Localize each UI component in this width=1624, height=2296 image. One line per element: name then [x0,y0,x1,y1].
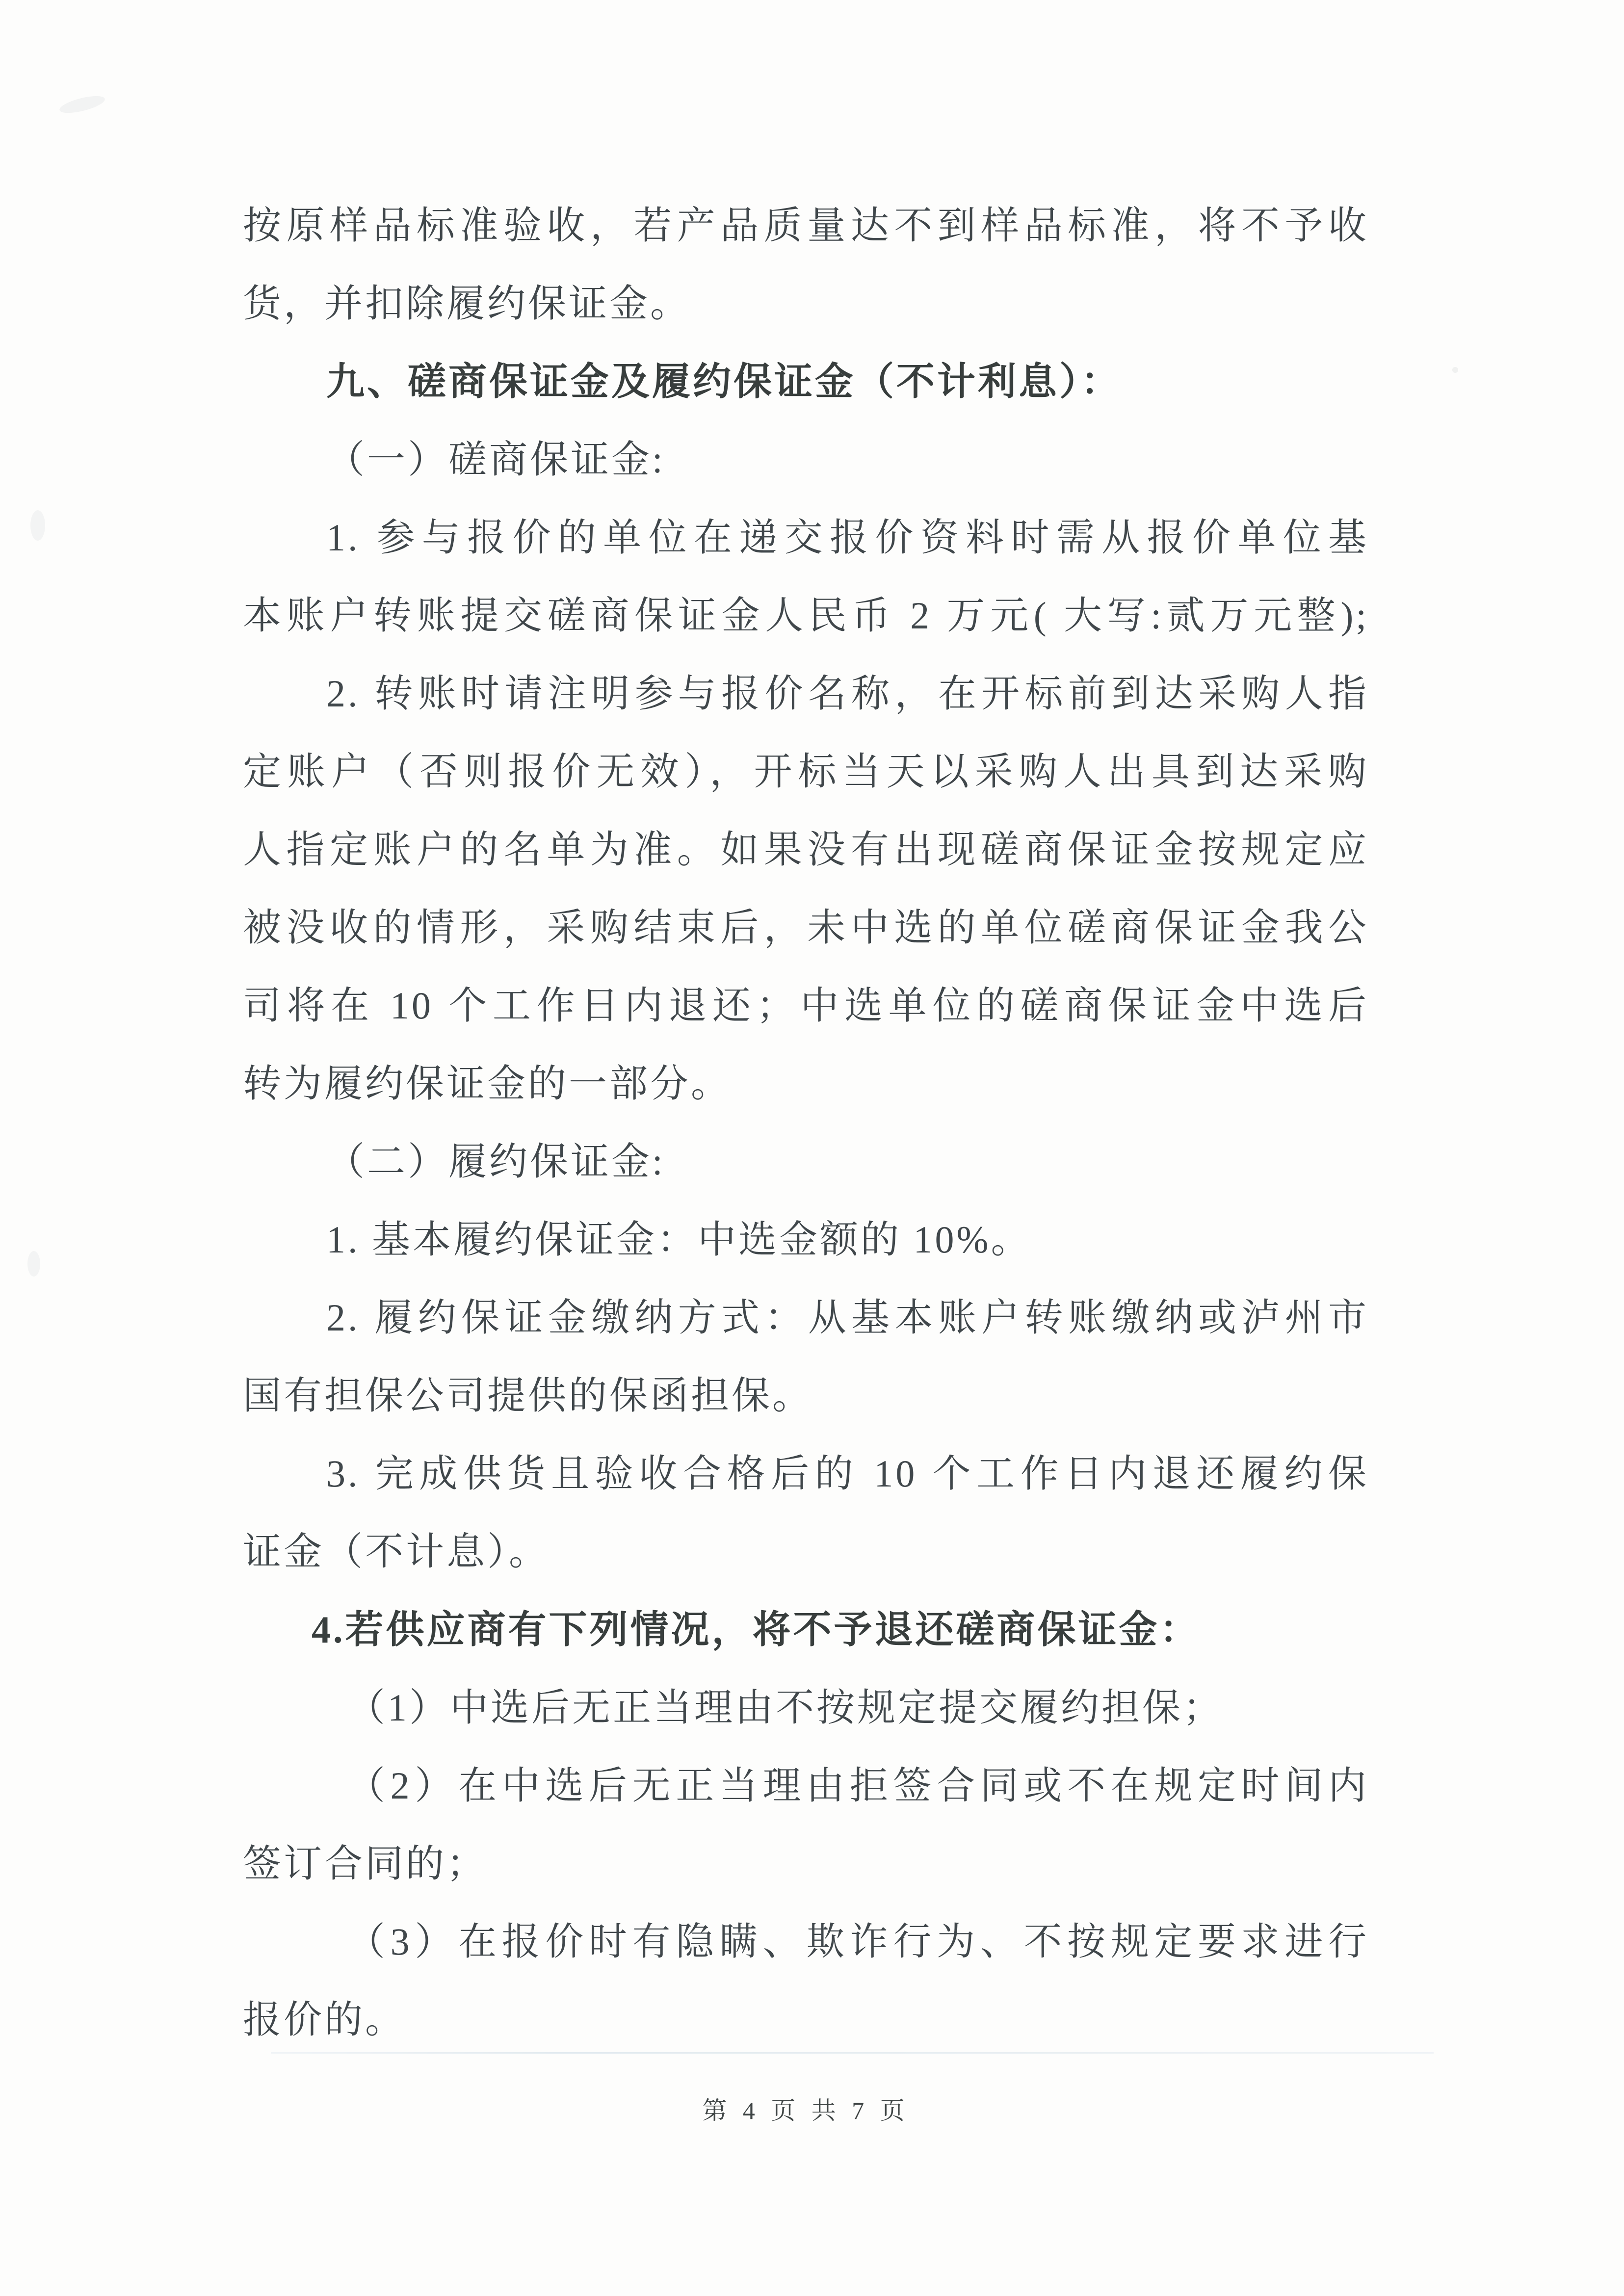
text-line: （2）在中选后无正当理由拒签合同或不在规定时间内 [347,1764,1369,1807]
text-line: 人指定账户的名单为准。如果没有出现磋商保证金按规定应 [243,828,1369,871]
text-line: 货，并扣除履约保证金。 [243,282,691,325]
text-line: 证金（不计息）。 [243,1530,550,1573]
text-line: （3）在报价时有隐瞒、欺诈行为、不按规定要求进行 [347,1920,1369,1963]
text-line: 2. 转账时请注明参与报价名称，在开标前到达采购人指 [326,672,1369,715]
text-line: 定账户（否则报价无效），开标当天以采购人出具到达采购 [243,750,1369,793]
text-line: （1）中选后无正当理由不按规定提交履约担保； [347,1686,1224,1729]
scan-smudge-artifact [27,1251,40,1277]
scan-smudge-artifact [30,510,45,541]
text-line: 被没收的情形，采购结束后，未中选的单位磋商保证金我公 [243,906,1369,949]
text-line: 报价的。 [243,1998,406,2041]
text-line: 签订合同的； [243,1842,488,1885]
scan-smudge-artifact [1452,367,1458,373]
document-body [243,186,1369,2059]
text-line: 按原样品标准验收，若产品质量达不到样品标准，将不予收 [243,204,1369,247]
text-line: 司将在 10 个工作日内退还；中选单位的磋商保证金中选后 [243,984,1369,1027]
text-line: 3. 完成供货且验收合格后的 10 个工作日内退还履约保 [326,1452,1369,1495]
text-line: （二）履约保证金: [326,1140,665,1183]
page-number-footer: 第 4 页 共 7 页 [702,2097,910,2124]
scan-line-artifact [271,2052,1434,2054]
text-line: （一）磋商保证金: [326,438,665,481]
text-line: 1. 参与报价的单位在递交报价资料时需从报价单位基 [326,516,1369,559]
text-line: 2. 履约保证金缴纳方式：从基本账户转账缴纳或泸州市 [326,1296,1369,1339]
text-line: 转为履约保证金的一部分。 [243,1062,732,1105]
scan-smudge-artifact [58,93,106,116]
text-line: 4.若供应商有下列情况，将不予退还磋商保证金： [312,1608,1201,1651]
text-line: 九、磋商保证金及履约保证金（不计利息）： [326,360,1122,403]
text-line: 1. 基本履约保证金：中选金额的 10%。 [326,1218,1032,1261]
text-line: 本账户转账提交磋商保证金人民币 2 万元( 大写:贰万元整); [243,594,1369,637]
text-line: 国有担保公司提供的保函担保。 [243,1374,813,1417]
